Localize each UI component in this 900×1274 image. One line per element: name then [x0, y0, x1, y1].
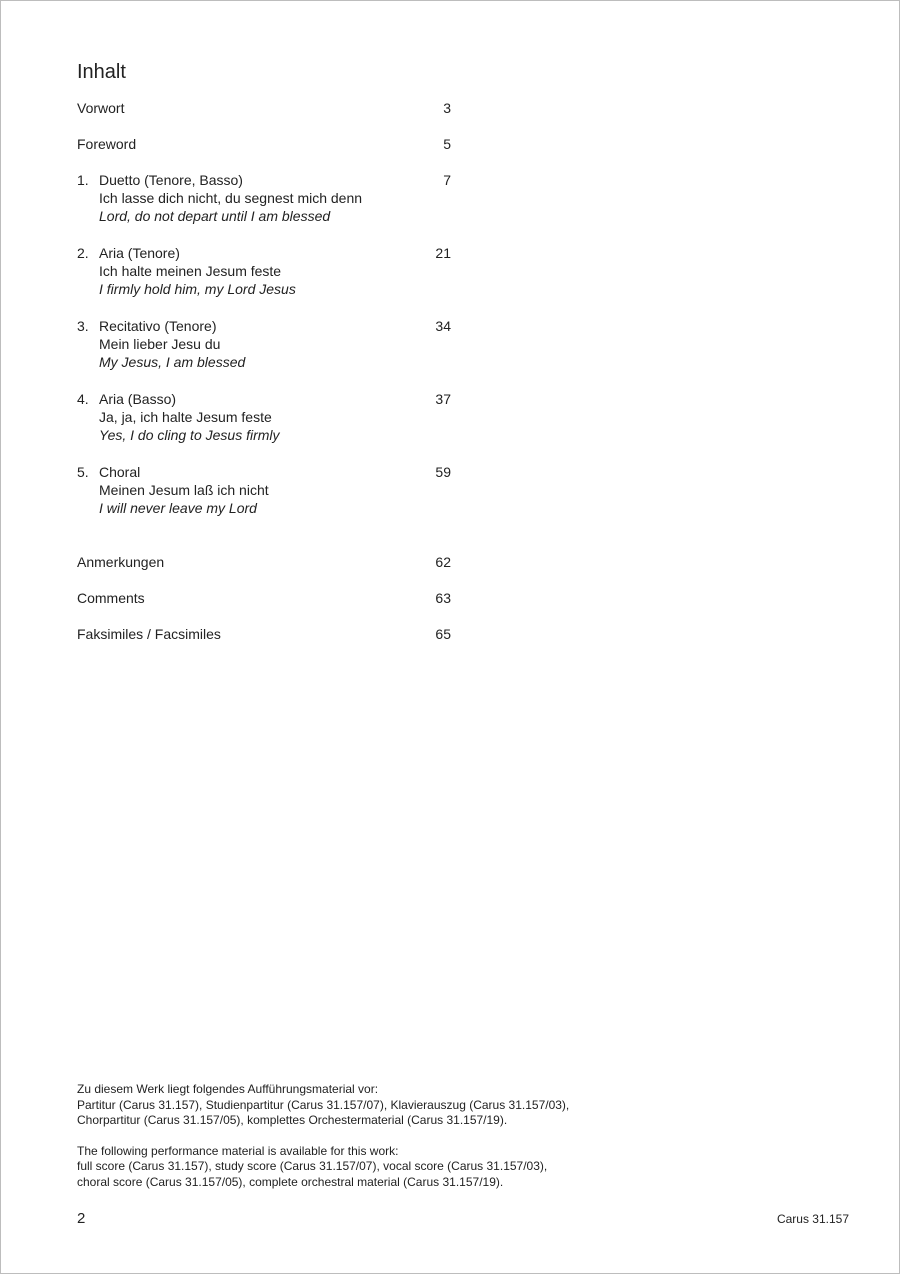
toc-entry-label: Anmerkungen: [77, 554, 165, 570]
toc-entry-facsimiles[interactable]: [77, 625, 451, 661]
notes-line: Zu diesem Werk liegt folgendes Aufführungsmaterial vor:: [77, 1082, 379, 1096]
notes-line: Partitur (Carus 31.157), Studienpartitur (Carus 31.157/07), Klavierauszug (Carus 31.157/03),: [77, 1097, 570, 1112]
section-spacer: [77, 536, 451, 553]
movement-german-text: Meinen Jesum laß ich nicht: [99, 482, 269, 498]
notes-german: [77, 1082, 677, 1129]
toc-movement-1[interactable]: [77, 171, 451, 244]
notes-line: choral score (Carus 31.157/05), complete orchestral material (Carus 31.157/19).: [77, 1174, 504, 1189]
movement-page: 34: [435, 318, 451, 334]
movement-german-text: Ich halte meinen Jesum feste: [99, 263, 282, 279]
movement-german-text: Ja, ja, ich halte Jesum feste: [99, 409, 272, 425]
movement-title: Duetto (Tenore, Basso): [99, 172, 243, 188]
movement-page: 21: [435, 245, 451, 261]
movement-english-text: I will never leave my Lord: [99, 500, 257, 516]
movement-title: Aria (Basso): [99, 391, 177, 407]
movement-page: 7: [443, 172, 451, 188]
toc-entry-page: 3: [443, 100, 451, 116]
toc-movement-3[interactable]: [77, 317, 451, 390]
catalog-number: Carus 31.157: [776, 1212, 849, 1226]
toc-entry-page: 65: [435, 626, 451, 642]
toc-entry-foreword[interactable]: [77, 135, 451, 171]
movement-german-text: Ich lasse dich nicht, du segnest mich denn: [99, 190, 363, 206]
movement-english-text: Yes, I do cling to Jesus firmly: [99, 427, 280, 443]
toc-entry-page: 5: [443, 136, 451, 152]
movement-title: Recitativo (Tenore): [99, 318, 217, 334]
movement-page: 59: [435, 464, 451, 480]
notes-line: The following performance material is available for this work:: [77, 1143, 399, 1158]
movement-english-text: My Jesus, I am blessed: [99, 354, 246, 370]
table-of-contents: [77, 99, 451, 661]
movement-english-text: Lord, do not depart until I am blessed: [99, 208, 331, 224]
toc-entry-label: Foreword: [77, 136, 137, 152]
toc-entry-comments[interactable]: [77, 589, 451, 625]
movement-number: 1.: [77, 172, 89, 188]
movement-number: 2.: [77, 245, 89, 261]
page-title: Inhalt: [77, 61, 126, 83]
toc-movement-4[interactable]: [77, 390, 451, 463]
notes-line: full score (Carus 31.157), study score (Carus 31.157/07), vocal score (Carus 31.157/03),: [77, 1159, 548, 1173]
movement-title: Aria (Tenore): [99, 245, 180, 261]
movement-number: 4.: [77, 391, 89, 407]
toc-entry-label: Faksimiles / Facsimiles: [77, 626, 221, 642]
toc-entry-label: Comments: [77, 590, 145, 606]
toc-entry-anmerkungen[interactable]: [77, 553, 451, 589]
toc-movement-5[interactable]: [77, 463, 451, 536]
toc-movement-2[interactable]: [77, 244, 451, 317]
toc-entry-page: 63: [435, 590, 451, 606]
toc-entry-label: Vorwort: [77, 100, 125, 116]
page-number: 2: [77, 1210, 86, 1227]
notes-line: Chorpartitur (Carus 31.157/05), komplettes Orchestermaterial (Carus 31.157/19).: [77, 1113, 508, 1127]
movement-title: Choral: [99, 464, 141, 480]
toc-entry-page: 62: [435, 554, 451, 570]
performance-material-notes: [77, 1082, 677, 1205]
movement-german-text: Mein lieber Jesu du: [99, 336, 221, 352]
notes-english: [77, 1144, 677, 1191]
toc-entry-vorwort[interactable]: [77, 99, 451, 135]
movement-number: 5.: [77, 464, 89, 480]
movement-number: 3.: [77, 318, 89, 334]
movement-page: 37: [435, 391, 451, 407]
movement-english-text: I firmly hold him, my Lord Jesus: [99, 281, 296, 297]
